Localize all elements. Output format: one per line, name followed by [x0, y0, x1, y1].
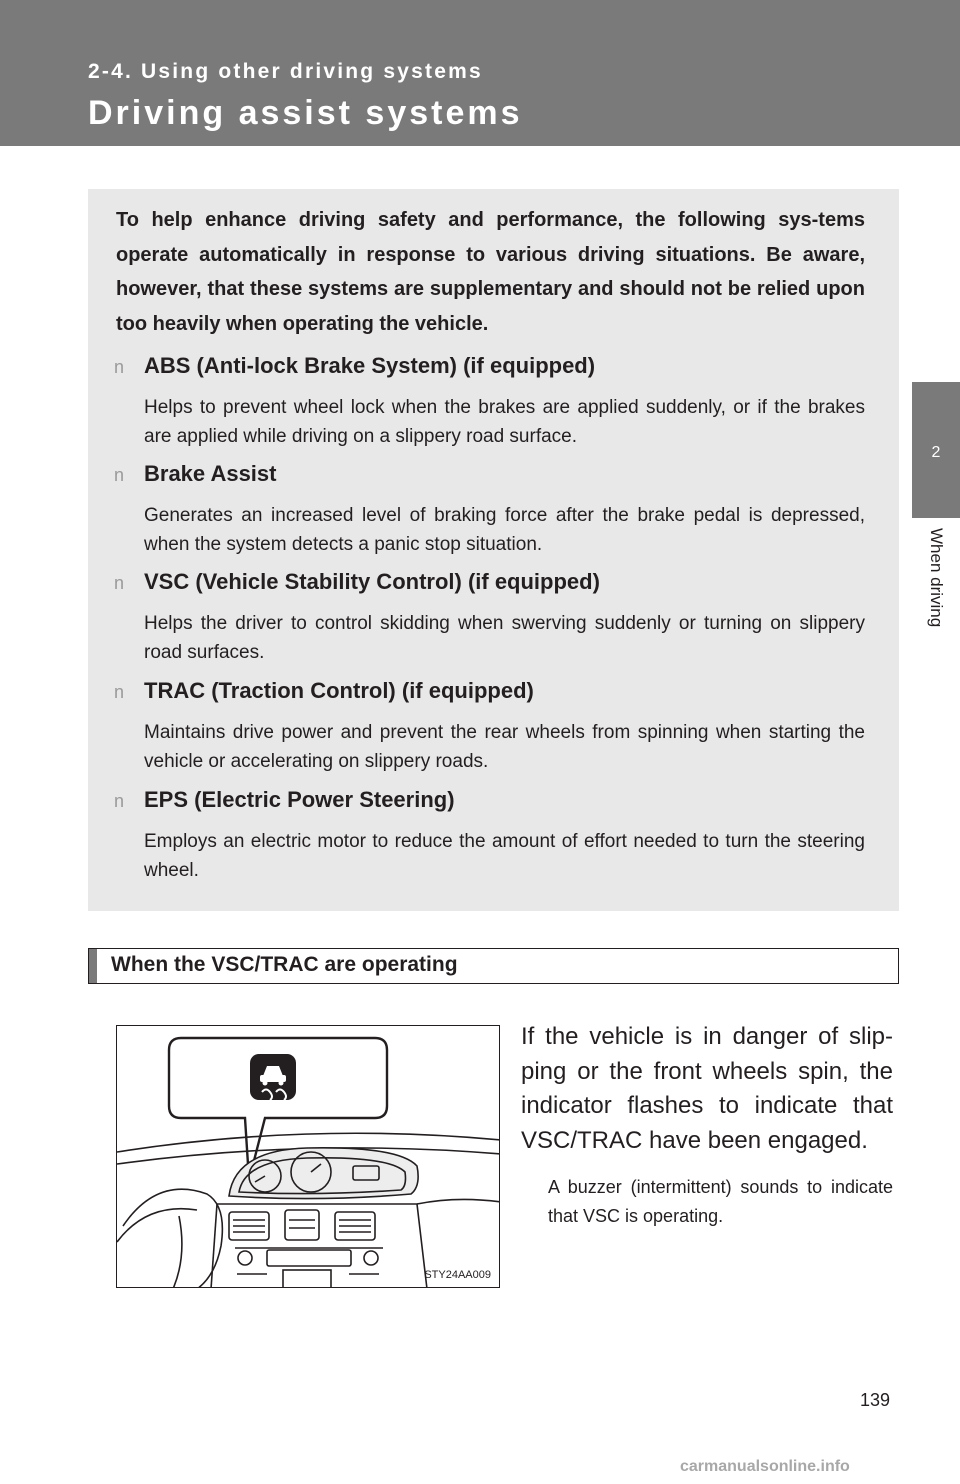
center-console	[217, 1204, 427, 1288]
square-bullet-icon: n	[114, 465, 125, 485]
chapter-tab[interactable]	[912, 382, 960, 518]
feature-title: EPS (Electric Power Steering)	[144, 787, 455, 812]
figure-code: STY24AA009	[424, 1269, 491, 1281]
control-knob	[364, 1251, 378, 1265]
control-knob	[238, 1251, 252, 1265]
feature-title: ABS (Anti-lock Brake System) (if equipped)	[144, 353, 596, 378]
square-bullet-icon: n	[114, 682, 125, 702]
feature-description: Helps the driver to control skidding when swerving suddenly or turning on slippery road surfaces.	[144, 613, 865, 663]
watermark[interactable]: carmanualsonline.info	[680, 1458, 850, 1475]
square-bullet-icon: n	[114, 573, 125, 593]
section-heading: 2-4. Using other driving systems	[88, 60, 483, 83]
info-box	[88, 189, 899, 911]
steering-wheel	[123, 1189, 222, 1288]
dashboard-illustration	[116, 1025, 500, 1288]
dashboard-drawing	[117, 1026, 500, 1288]
feature-description: Generates an increased level of braking force after the brake pedal is depressed, when the system detects a panic stop situation.	[144, 505, 865, 555]
square-bullet-icon: n	[114, 791, 125, 811]
subheading-accent-bar	[89, 949, 97, 983]
page-title: Driving assist systems	[88, 94, 523, 132]
square-bullet-icon: n	[114, 357, 125, 377]
feature-title: Brake Assist	[144, 461, 277, 486]
subheading-text: When the VSC/TRAC are operating	[111, 953, 458, 976]
section-note-text: A buzzer (intermittent) sounds to indicate that VSC is operating.	[548, 1177, 893, 1226]
vsc-slip-indicator-icon	[250, 1054, 296, 1100]
center-air-vent	[285, 1210, 319, 1240]
intro-text: To help enhance driving safety and performance, the following sys-tems operate automatically in response to various driving situations. Be aware, however, that these systems are supplementary and should not be relied upon too heavily when operating the vehicle.	[116, 209, 865, 335]
feature-description: Employs an electric motor to reduce the amount of effort needed to turn the steering wheel.	[144, 831, 865, 881]
section-body-text: If the vehicle is in danger of slip-ping or the front wheels spin, the indicator flashes to indicate that VSC/TRAC have been engaged.	[521, 1023, 893, 1154]
audio-panel	[267, 1250, 351, 1266]
chapter-label: When driving	[927, 528, 946, 628]
feature-description: Helps to prevent wheel lock when the brakes are applied suddenly, or if the brakes are applied while driving on a slippery road surface.	[144, 397, 865, 447]
section-subheading	[88, 948, 899, 984]
feature-description: Maintains drive power and prevent the rear wheels from spinning when starting the vehicle or accelerating on slippery roads.	[144, 722, 865, 772]
chapter-number: 2	[931, 444, 941, 461]
feature-title: VSC (Vehicle Stability Control) (if equipped)	[144, 569, 600, 594]
feature-title: TRAC (Traction Control) (if equipped)	[144, 678, 534, 703]
page-number: 139	[860, 1390, 891, 1410]
chapter-tab-label	[912, 520, 960, 690]
